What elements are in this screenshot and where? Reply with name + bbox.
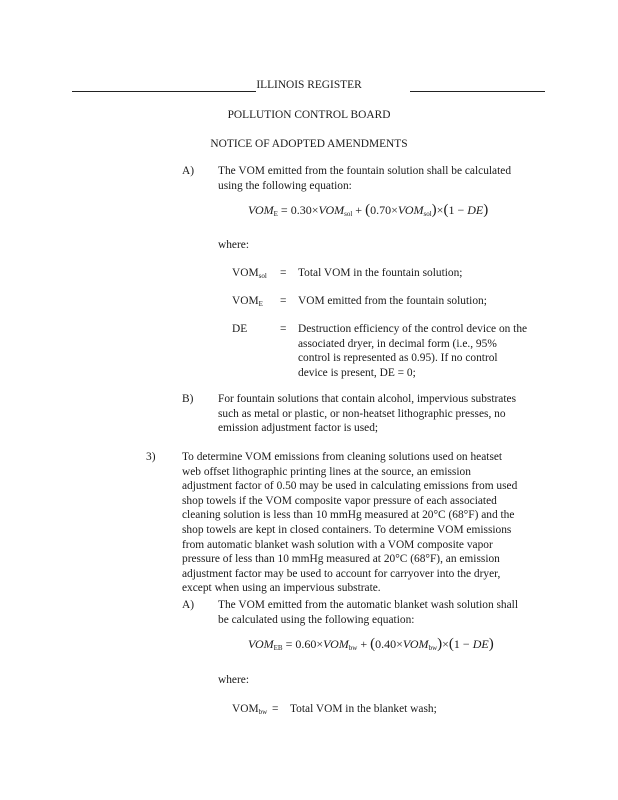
def-term-sub: bw: [258, 708, 268, 716]
eq2-c1: 0.60: [295, 637, 317, 651]
item-3-line: except when using an impervious substrate.: [182, 582, 381, 595]
item-a1-line: using the following equation:: [218, 179, 352, 192]
def-text-vom-e: VOM emitted from the fountain solution;: [298, 295, 487, 307]
eq2-plus: +: [360, 637, 371, 651]
item-3-line: cleaning solution is less than 10 mmHg measured at 20°C (68°F) and the: [182, 509, 515, 522]
def-text-vom-sol: Total VOM in the fountain solution;: [298, 267, 463, 279]
eq1-term1-sub: sol: [344, 210, 353, 218]
def-term-text: VOM: [232, 295, 259, 307]
def-term-text: VOM: [232, 703, 259, 715]
eq1-term2-sub: sol: [423, 210, 432, 218]
def-de-line: associated dryer, in decimal form (i.e., 95%: [298, 337, 497, 350]
def-term-sub: E: [258, 300, 263, 308]
eq1-term1: VOM: [318, 203, 345, 217]
item-3-line: shop towels are kept in closed containers. To determine VOM emissions: [182, 523, 512, 536]
eq1-c2: 0.70: [370, 203, 392, 217]
item-a2-line: The VOM emitted from the automatic blanket wash solution shall: [218, 599, 518, 611]
eq1-term2: VOM: [397, 203, 424, 217]
where-label-1: where:: [218, 239, 249, 251]
eq2-term1: VOM: [323, 637, 349, 651]
header-rule-right: [410, 91, 545, 92]
eq1-lhs: VOM: [248, 203, 274, 217]
def-text-vom-bw: Total VOM in the blanket wash;: [290, 703, 437, 715]
eq1-times2: ×: [391, 203, 398, 217]
eq2-lhs-sub: EB: [273, 644, 283, 652]
register-title: ILLINOIS REGISTER: [256, 79, 362, 91]
item-3-line: web offset lithographic printing lines at the source, an emission: [182, 465, 471, 478]
item-3-line: adjustment factor may be used to account for carryover into the dryer,: [182, 567, 501, 580]
eq1-plus: +: [355, 203, 366, 217]
item-b1-marker: B): [182, 393, 194, 405]
def-term-sub: sol: [258, 272, 267, 280]
item-3-line: from automatic blanket wash solution with a VOM composite vapor: [182, 538, 493, 551]
eq2-term1-sub: bw: [348, 644, 358, 652]
def-term-vom-bw: [232, 702, 267, 717]
eq1-paren-open: (: [365, 202, 371, 218]
def-equals: =: [280, 323, 287, 335]
eq2-term2: VOM: [402, 637, 429, 651]
item-a1-line: The VOM emitted from the fountain solution shall be calculated: [218, 165, 512, 177]
item-b1-line: such as metal or plastic, or non-heatset lithographic presses, no: [218, 407, 506, 420]
item-a1-marker: A): [182, 165, 195, 177]
eq2-lhs: VOM: [248, 637, 274, 651]
eq1-lhs-sub: E: [273, 210, 278, 218]
eq1-paren-close: ): [431, 202, 437, 218]
def-equals: =: [280, 295, 287, 307]
def-de-line: control is represented as 0.95). If no control: [298, 352, 498, 365]
item-b1-line: emission adjustment factor is used;: [218, 422, 379, 435]
eq1-times3: ×: [436, 203, 444, 217]
item-3-line: pressure of less than 10 mmHg measured at 20°C (68°F), an emission: [182, 553, 500, 566]
eq2-paren-close: ): [437, 636, 443, 652]
def-text-de: [298, 322, 527, 380]
eq1-times: ×: [311, 203, 319, 217]
eq1-paren2-open: (: [443, 202, 449, 218]
eq2-one: 1 −: [453, 637, 473, 651]
eq1-c1: 0.30: [290, 203, 312, 217]
blanket-wash-equation: [248, 637, 494, 652]
eq2-times3: ×: [442, 637, 449, 651]
item-b1-line: For fountain solutions that contain alcohol, impervious substrates: [218, 393, 517, 405]
def-equals: =: [280, 267, 287, 279]
item-3-marker: 3): [146, 451, 156, 463]
def-term-text: VOM: [232, 267, 259, 279]
item-3-line: adjustment factor of 0.50 may be used in calculating emissions from used: [182, 480, 518, 493]
def-term-vom-sol: [232, 266, 267, 281]
eq1-de: DE: [467, 203, 484, 217]
eq2-paren-open: (: [370, 636, 376, 652]
item-a1-text: [218, 164, 511, 193]
eq2-term2-sub: bw: [428, 644, 438, 652]
eq2-times2: ×: [396, 637, 403, 651]
eq1-paren2-close: ): [483, 202, 489, 218]
def-de-line: Destruction efficiency of the control device on the: [298, 323, 528, 335]
item-3-text: [182, 450, 517, 596]
board-title: POLLUTION CONTROL BOARD: [227, 109, 391, 121]
eq2-paren2-close: ): [488, 636, 494, 652]
fountain-equation: [248, 203, 488, 218]
item-a2-text: [218, 598, 518, 627]
item-3-line: To determine VOM emissions from cleaning solutions used on heatset: [182, 451, 503, 463]
where-label-2: where:: [218, 674, 249, 686]
item-b1-text: [218, 392, 516, 436]
item-3-line: shop towels if the VOM composite vapor pressure of each associated: [182, 494, 497, 507]
eq2-equals: =: [285, 637, 296, 651]
def-term-de: [232, 322, 247, 337]
eq1-equals: =: [280, 203, 291, 217]
eq2-times: ×: [316, 637, 324, 651]
eq2-paren2-open: (: [448, 636, 454, 652]
eq2-c2: 0.40: [375, 637, 397, 651]
notice-title: NOTICE OF ADOPTED AMENDMENTS: [210, 138, 408, 150]
eq1-one: 1 −: [448, 203, 468, 217]
item-a2-marker: A): [182, 599, 195, 611]
def-term-text: DE: [232, 323, 248, 335]
item-a2-line: be calculated using the following equation:: [218, 613, 415, 626]
def-term-vom-e: [232, 294, 263, 309]
eq2-de: DE: [472, 637, 489, 651]
def-equals: =: [272, 703, 279, 715]
def-de-line: device is present, DE = 0;: [298, 366, 416, 379]
